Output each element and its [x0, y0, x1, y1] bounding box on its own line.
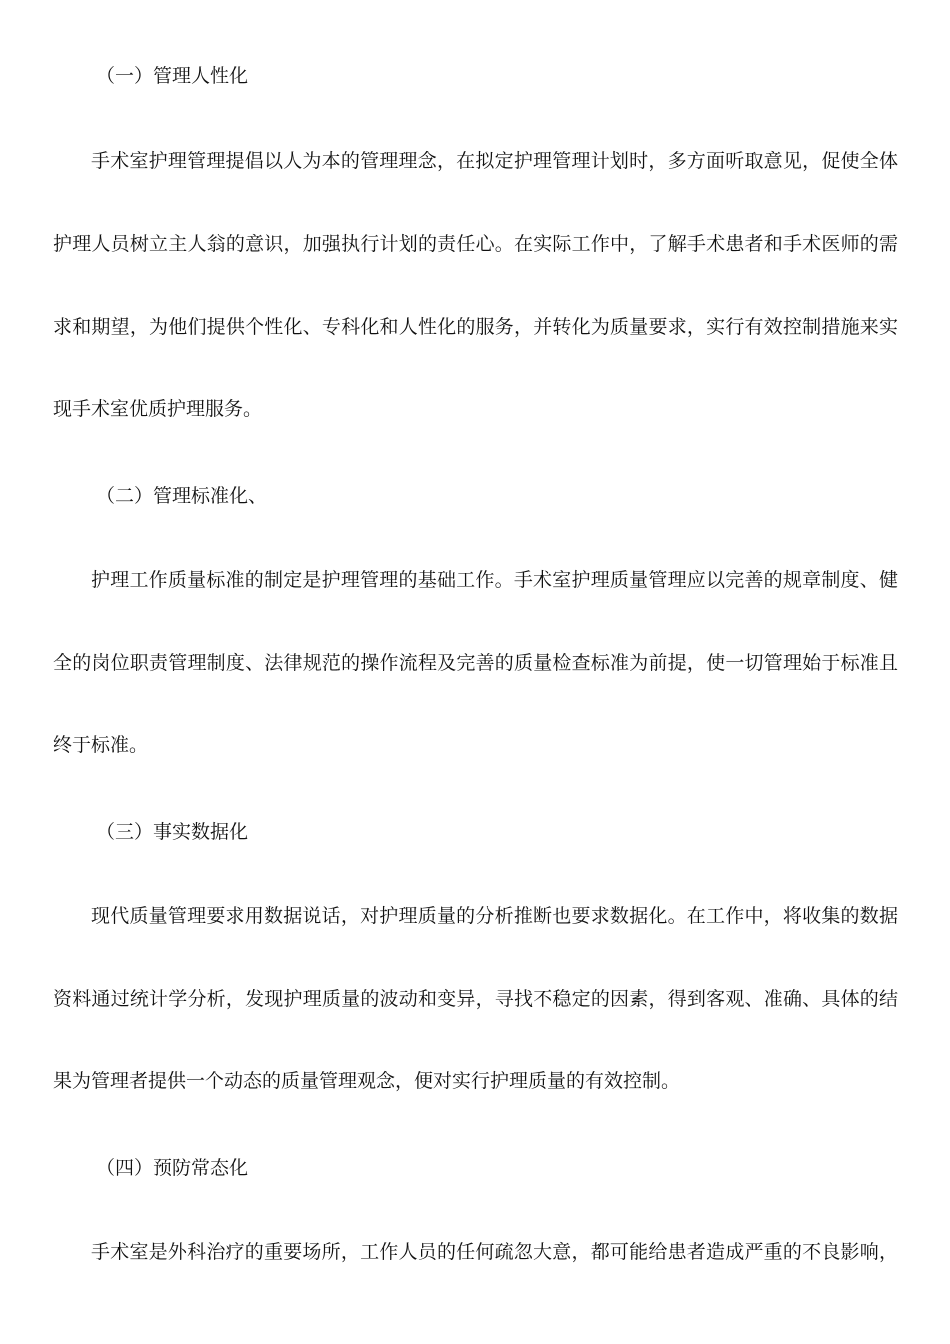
paragraph-line: 求和期望，为他们提供个性化、专科化和人性化的服务，并转化为质量要求，实行有效控制措施来实	[53, 316, 898, 338]
paragraph-line: 护理工作质量标准的制定是护理管理的基础工作。手术室护理质量管理应以完善的规章制度、健	[91, 569, 898, 591]
paragraph-line: 果为管理者提供一个动态的质量管理观念，便对实行护理质量的有效控制。	[53, 1070, 681, 1092]
paragraph-line: 现手术室优质护理服务。	[53, 398, 263, 420]
paragraph-line: 现代质量管理要求用数据说话，对护理质量的分析推断也要求数据化。在工作中，将收集的数据	[91, 905, 898, 927]
section-heading: （三）事实数据化	[96, 821, 249, 843]
paragraph-line: 终于标准。	[53, 734, 149, 756]
paragraph-line: 全的岗位职责管理制度、法律规范的操作流程及完善的质量检查标准为前提，使一切管理始于标准且	[53, 652, 898, 674]
paragraph-line: 手术室是外科治疗的重要场所，工作人员的任何疏忽大意，都可能给患者造成严重的不良影响，	[91, 1241, 898, 1263]
section-heading: （四）预防常态化	[96, 1157, 249, 1179]
paragraph-line: 手术室护理管理提倡以人为本的管理理念，在拟定护理管理计划时，多方面听取意见，促使全体	[91, 150, 898, 172]
paragraph-line: 资料通过统计学分析，发现护理质量的波动和变异，寻找不稳定的因素，得到客观、准确、具体的结	[53, 988, 898, 1010]
section-heading: （二）管理标准化、	[96, 485, 268, 507]
section-heading: （一）管理人性化	[96, 65, 249, 87]
paragraph-line: 护理人员树立主人翁的意识，加强执行计划的责任心。在实际工作中，了解手术患者和手术医师的需	[53, 233, 898, 255]
